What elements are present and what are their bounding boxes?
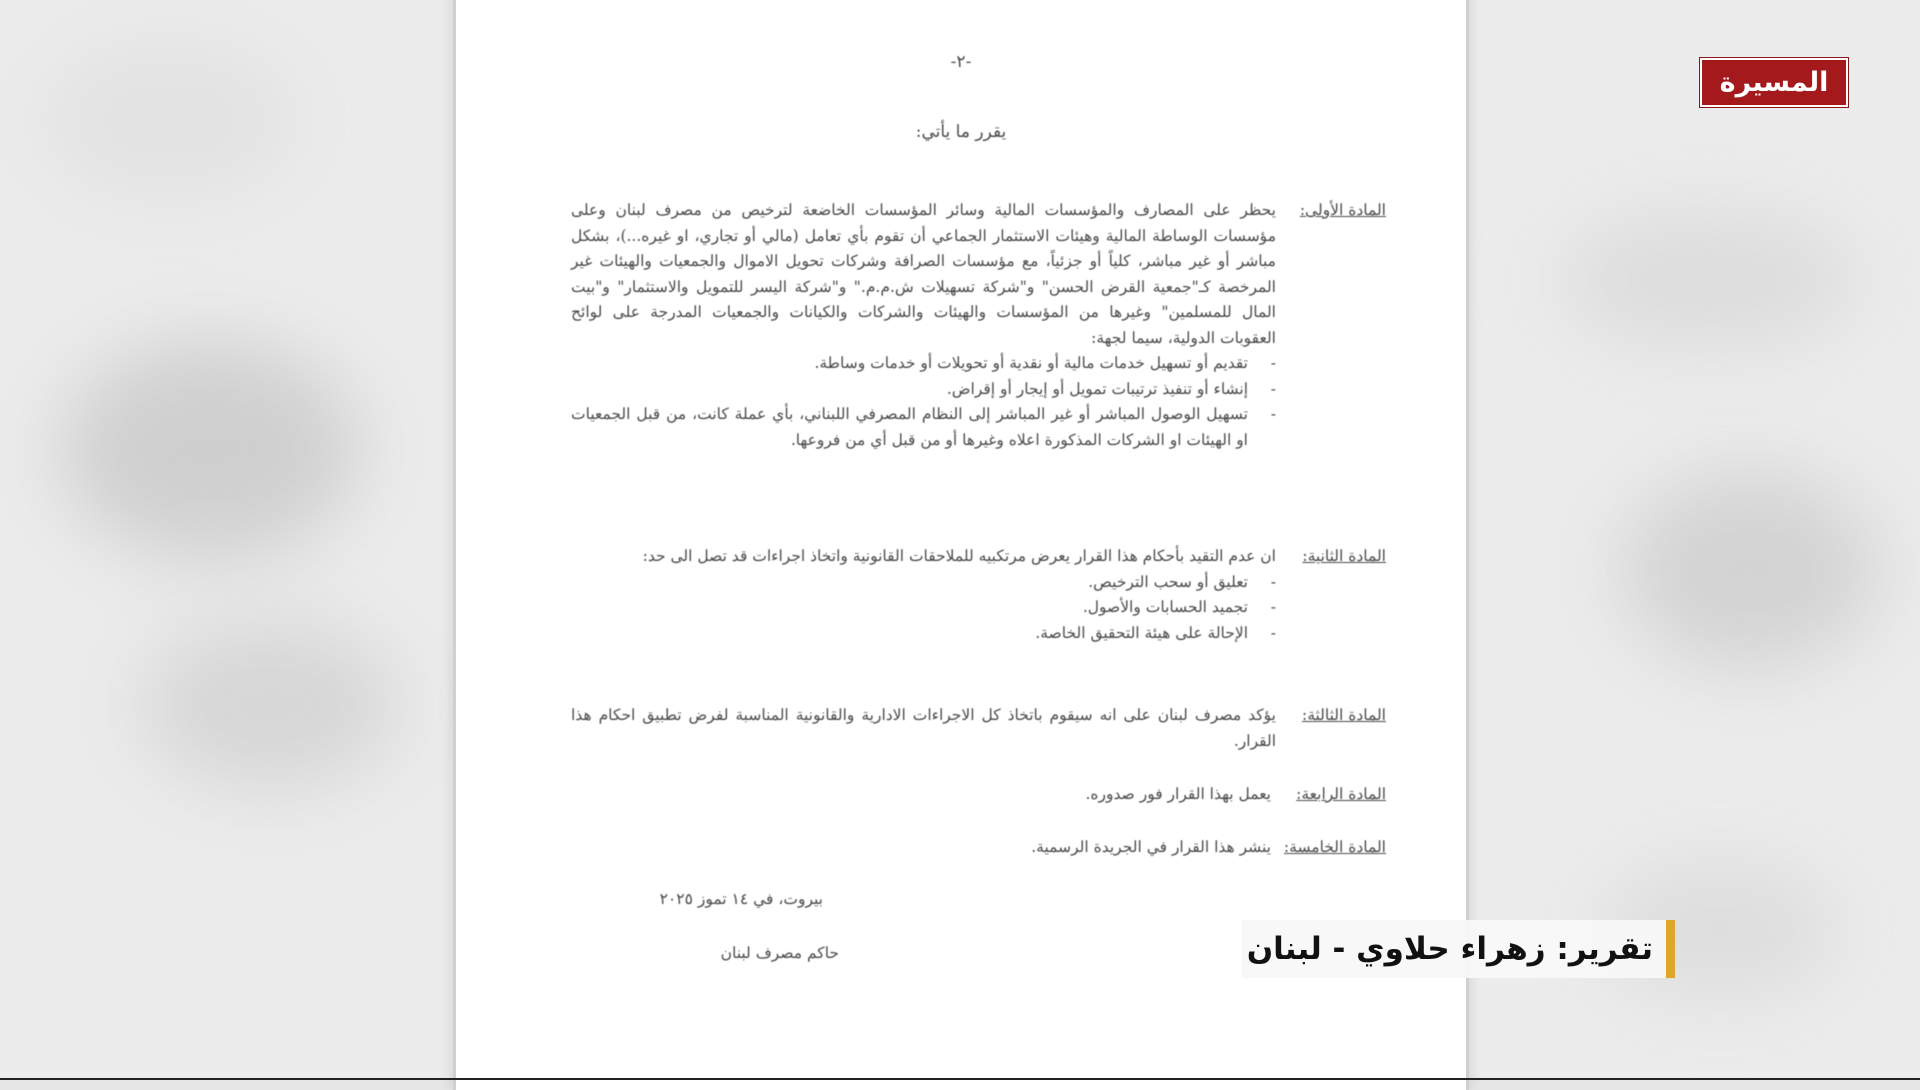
- channel-logo: المسيرة: [1700, 58, 1848, 107]
- signatory: حاكم مصرف لبنان: [720, 944, 839, 962]
- article-label: المادة الخامسة:: [1283, 838, 1386, 856]
- place-date: بيروت، في ١٤ تموز ٢٠٢٥: [659, 890, 823, 908]
- caption-accent-bar: [1666, 920, 1675, 978]
- article-label: المادة الثالثة:: [1301, 706, 1386, 724]
- page-number: -٢-: [950, 52, 972, 72]
- article-4: [571, 782, 1386, 808]
- article-2: [571, 544, 1386, 646]
- article-3: [571, 703, 1386, 754]
- article-5: [571, 835, 1386, 861]
- list-item: - تقديم أو تسهيل خدمات مالية أو نقدية أو تحويلات أو خدمات وساطة.: [571, 351, 1276, 377]
- article-paragraph: يؤكد مصرف لبنان على انه سيقوم باتخاذ كل الاجراءات الادارية والقانونية المناسبة لفرض تطبيق احكام هذا القرار.: [571, 706, 1276, 750]
- document-intro: يقرر ما يأتي:: [915, 122, 1007, 142]
- reporter-caption: تقرير: زهراء حلاوي - لبنان: [1246, 931, 1653, 967]
- article-paragraph: يحظر على المصارف والمؤسسات المالية وسائر المؤسسات الخاضعة لترخيص من مصرف لبنان وعلى مؤسسات الوساطة المالية وهيئات الاستثمار الجماعي أن تقوم بأي تعامل (مالي أو تجاري، او غيره...)، بشكل مباشر أو غير مباشر، كلياً أو جزئياً، مع مؤسسات الصرافة وشركات تحويل الاموال والجمعيات والهيئات غير المرخصة كـ"جمعية القرض الحسن" و"شركة تسهيلات ش.م.م." و"شركة اليسر للتمويل والاستثمار" و"بيت المال للمسلمين" وغيرها من المؤسسات والهيئات والشركات والكيانات والجمعيات المدرجة على لوائح العقوبات الدولية، سيما لجهة:: [571, 201, 1276, 347]
- list-item: - تعليق أو سحب الترخيص.: [571, 570, 1276, 596]
- article-paragraph: ان عدم التقيد بأحكام هذا القرار يعرض مرتكبيه للملاحقات القانونية واتخاذ اجراءات قد تصل الى حد:: [642, 547, 1276, 565]
- article-list: [571, 351, 1276, 453]
- list-item: - الإحالة على هيئة التحقيق الخاصة.: [571, 621, 1276, 647]
- article-label: المادة الرابعة:: [1296, 785, 1386, 803]
- list-item: - تجميد الحسابات والأصول.: [571, 595, 1276, 621]
- article-label: المادة الثانية:: [1302, 547, 1386, 565]
- article-paragraph: ينشر هذا القرار في الجريدة الرسمية.: [1031, 838, 1271, 856]
- article-1: [571, 198, 1386, 453]
- article-text: [571, 544, 1276, 646]
- article-list: [571, 570, 1276, 647]
- article-text: [571, 198, 1276, 453]
- lower-third-caption: [1242, 920, 1675, 978]
- list-item: - إنشاء أو تنفيذ ترتيبات تمويل أو إيجار أو إقراض.: [571, 377, 1276, 403]
- article-paragraph: يعمل بهذا القرار فور صدوره.: [1085, 785, 1271, 803]
- list-item: - تسهيل الوصول المباشر أو غير المباشر إلى النظام المصرفي اللبناني، بأي عملة كانت، من قبل الجمعيات او الهيئات او الشركات المذكورة اعلاه وغيرها أو من قبل أي من فروعها.: [571, 402, 1276, 453]
- article-label: المادة الأولى:: [1299, 201, 1386, 219]
